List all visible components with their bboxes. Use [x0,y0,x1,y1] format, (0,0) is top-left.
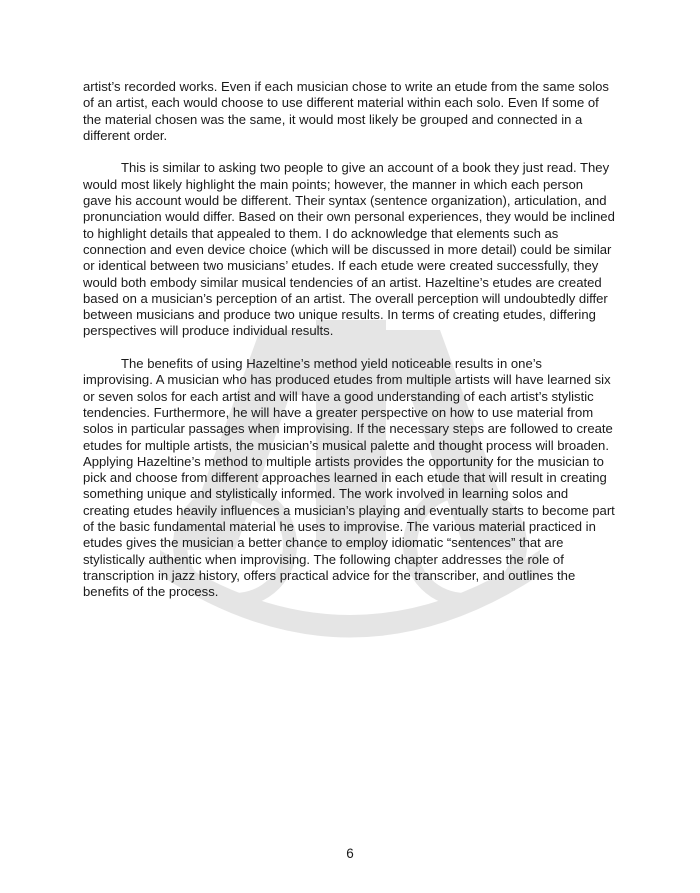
paragraph-2: This is similar to asking two people to give an account of a book they just read. They would most likely highlight the main points; however, the manner in which each person gave his account would be different. Their syntax (sentence organization), articulation, and pronunciation would differ. Based on their own personal experiences, they would be inclined to highlight details that appealed to them. I do acknowledge that elements such as connection and even device choice (which will be discussed in more detail) could be similar or identical between two musicians’ etudes. If each etude were created successfully, they would both embody similar musical tendencies of an artist. Hazeltine’s etudes are created based on a musician’s perception of an artist. The overall perception will undoubtedly differ between musicians and produce two unique results. In terms of creating etudes, differing perspectives will produce individual results. [83,160,615,339]
page-number: 6 [346,846,354,861]
paragraph-1: artist’s recorded works. Even if each musician chose to write an etude from the same solos of an artist, each would choose to use different material within each solo. Even If some of the material chosen was the same, it would most likely be grouped and connected in a different order. [83,79,609,143]
paragraph-3: The benefits of using Hazeltine’s method yield noticeable results in one’s improvising. A musician who has produced etudes from multiple artists will have learned six or seven solos for each artist and will have a good understanding of each artist’s stylistic tendencies. Furthermore, he will have a greater perspective on how to use material from solos in particular passages when improvising. If the necessary steps are followed to create etudes for multiple artists, the musician’s musical palette and thought process will broaden. Applying Hazeltine’s method to multiple artists provides the opportunity for the musician to pick and choose from different approaches learned in each etude that will result in creating something unique and stylistically informed. The work involved in learning solos and creating etudes heavily influences a musician’s playing and eventually starts to become part of the basic fundamental material he uses to improvise. The various material practiced in etudes gives the musician a better chance to employ idiomatic “sentences” that are stylistically authentic when improvising. The following chapter addresses the role of transcription in jazz history, offers practical advice for the transcriber, and outlines the benefits of the process. [83,356,615,600]
body-text [83,79,615,617]
